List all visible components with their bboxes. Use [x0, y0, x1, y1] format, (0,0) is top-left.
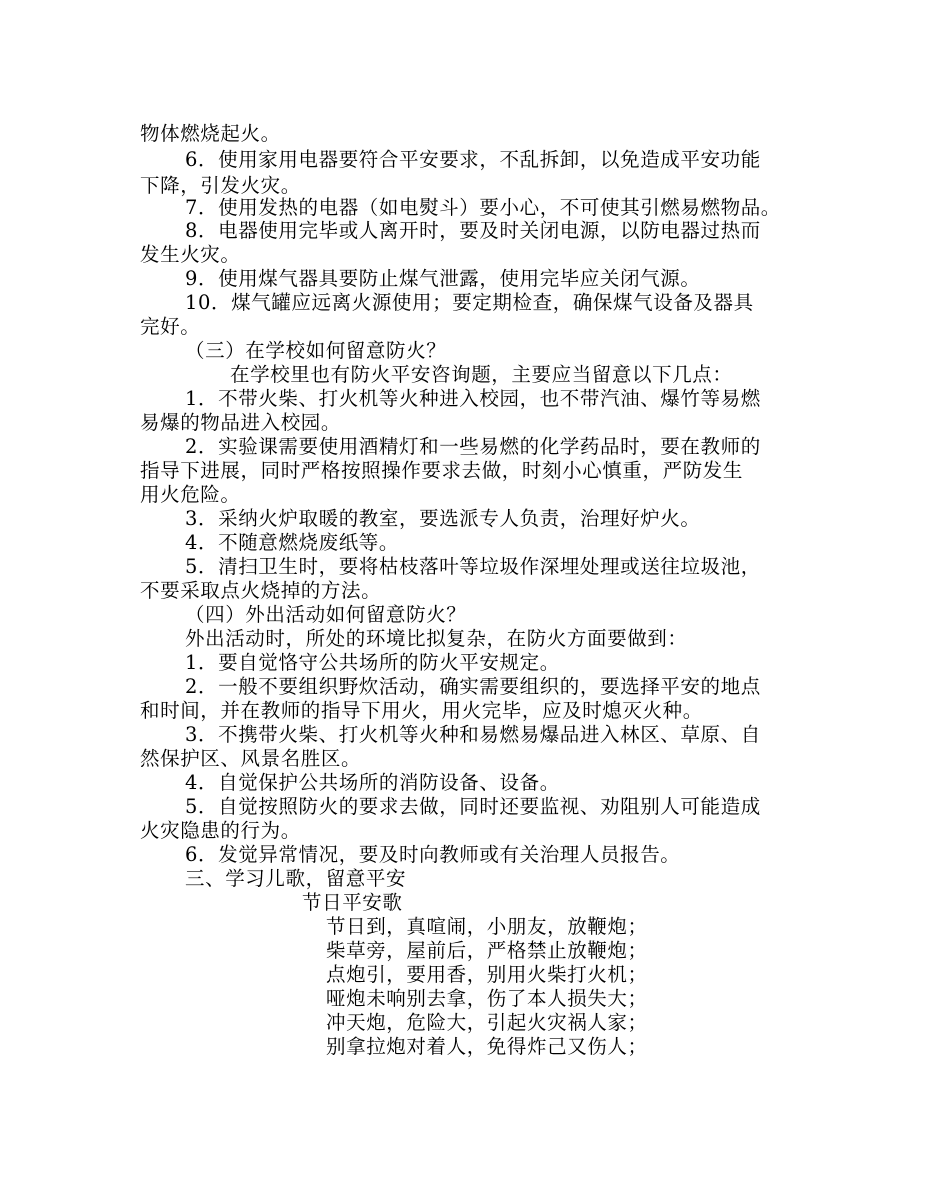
text-line: 9．使用煤气器具要防止煤气泄露，使用完毕应关闭气源。 [185, 267, 701, 290]
text-line: 5．清扫卫生时，要将枯枝落叶等垃圾作深埋处理或送往垃圾池， [185, 555, 761, 578]
text-line: 7．使用发热的电器（如电熨斗）要小心，不可使其引燃易燃物品。 [185, 196, 781, 219]
section-heading: （三）在学校如何留意防火？ [185, 339, 447, 362]
text-line: 完好。 [140, 315, 201, 338]
poem-line: 别拿拉炮对着人，免得炸己又伤人； [326, 1035, 648, 1058]
text-line: 8．电器使用完毕或人离开时，要及时关闭电源，以防电器过热而 [185, 219, 761, 242]
poem-title: 节日平安歌 [302, 891, 403, 914]
text-line: 不要采取点火烧掉的方法。 [140, 579, 382, 602]
text-line: 易爆的物品进入校园。 [140, 411, 342, 434]
text-line: 6．使用家用电器要符合平安要求，不乱拆卸，以免造成平安功能 [185, 148, 761, 171]
text-line: 发生火灾。 [140, 243, 241, 266]
text-line: 4．不随意燃烧废纸等。 [185, 531, 400, 554]
text-line: 4．自觉保护公共场所的消防设备、设备。 [185, 771, 560, 794]
text-line: 3．采纳火炉取暖的教室，要选派专人负责，治理好炉火。 [185, 507, 701, 530]
text-line: 1．要自觉恪守公共场所的防火平安规定。 [185, 651, 560, 674]
section-heading: （四）外出活动如何留意防火？ [185, 603, 467, 626]
section-heading: 三、学习儿歌，留意平安 [185, 867, 407, 890]
poem-line: 柴草旁，屋前后，严格禁止放鞭炮； [326, 939, 648, 962]
text-line: 外出活动时，所处的环境比拟复杂，在防火方面要做到： [185, 627, 688, 650]
text-line: 2．一般不要组织野炊活动，确实需要组织的，要选择平安的地点 [185, 675, 761, 698]
text-line: 2．实验课需要使用酒精灯和一些易燃的化学药品时，要在教师的 [185, 435, 761, 458]
text-line: 下降，引发火灾。 [140, 174, 301, 197]
text-line: 5．自觉按照防火的要求去做，同时还要监视、劝阻别人可能造成 [185, 795, 761, 818]
text-line: 火灾隐患的行为。 [140, 819, 301, 842]
text-line: 6．发觉异常情况，要及时向教师或有关治理人员报告。 [185, 843, 681, 866]
text-line: 物体燃烧起火。 [140, 122, 281, 145]
text-line: 在学校里也有防火平安咨询题，主要应当留意以下几点： [230, 363, 733, 386]
poem-line: 节日到，真喧闹，小朋友，放鞭炮； [326, 915, 648, 938]
text-line: 用火危险。 [140, 483, 241, 506]
text-line: 和时间，并在教师的指导下用火，用火完毕，应及时熄灭火种。 [140, 699, 703, 722]
text-line: 10．煤气罐应远离火源使用；要定期检查，确保煤气设备及器具 [185, 291, 754, 314]
text-line: 3．不携带火柴、打火机等火种和易燃易爆品进入林区、草原、自 [185, 723, 761, 746]
text-line: 指导下进展，同时严格按照操作要求去做，时刻小心慎重，严防发生 [140, 459, 744, 482]
poem-line: 点炮引，要用香，别用火柴打火机； [326, 963, 648, 986]
text-line: 1．不带火柴、打火机等火种进入校园，也不带汽油、爆竹等易燃 [185, 387, 761, 410]
poem-line: 哑炮未响别去拿，伤了本人损失大； [326, 987, 648, 1010]
poem-line: 冲天炮，危险大，引起火灾祸人家； [326, 1011, 648, 1034]
text-line: 然保护区、风景名胜区。 [140, 747, 362, 770]
